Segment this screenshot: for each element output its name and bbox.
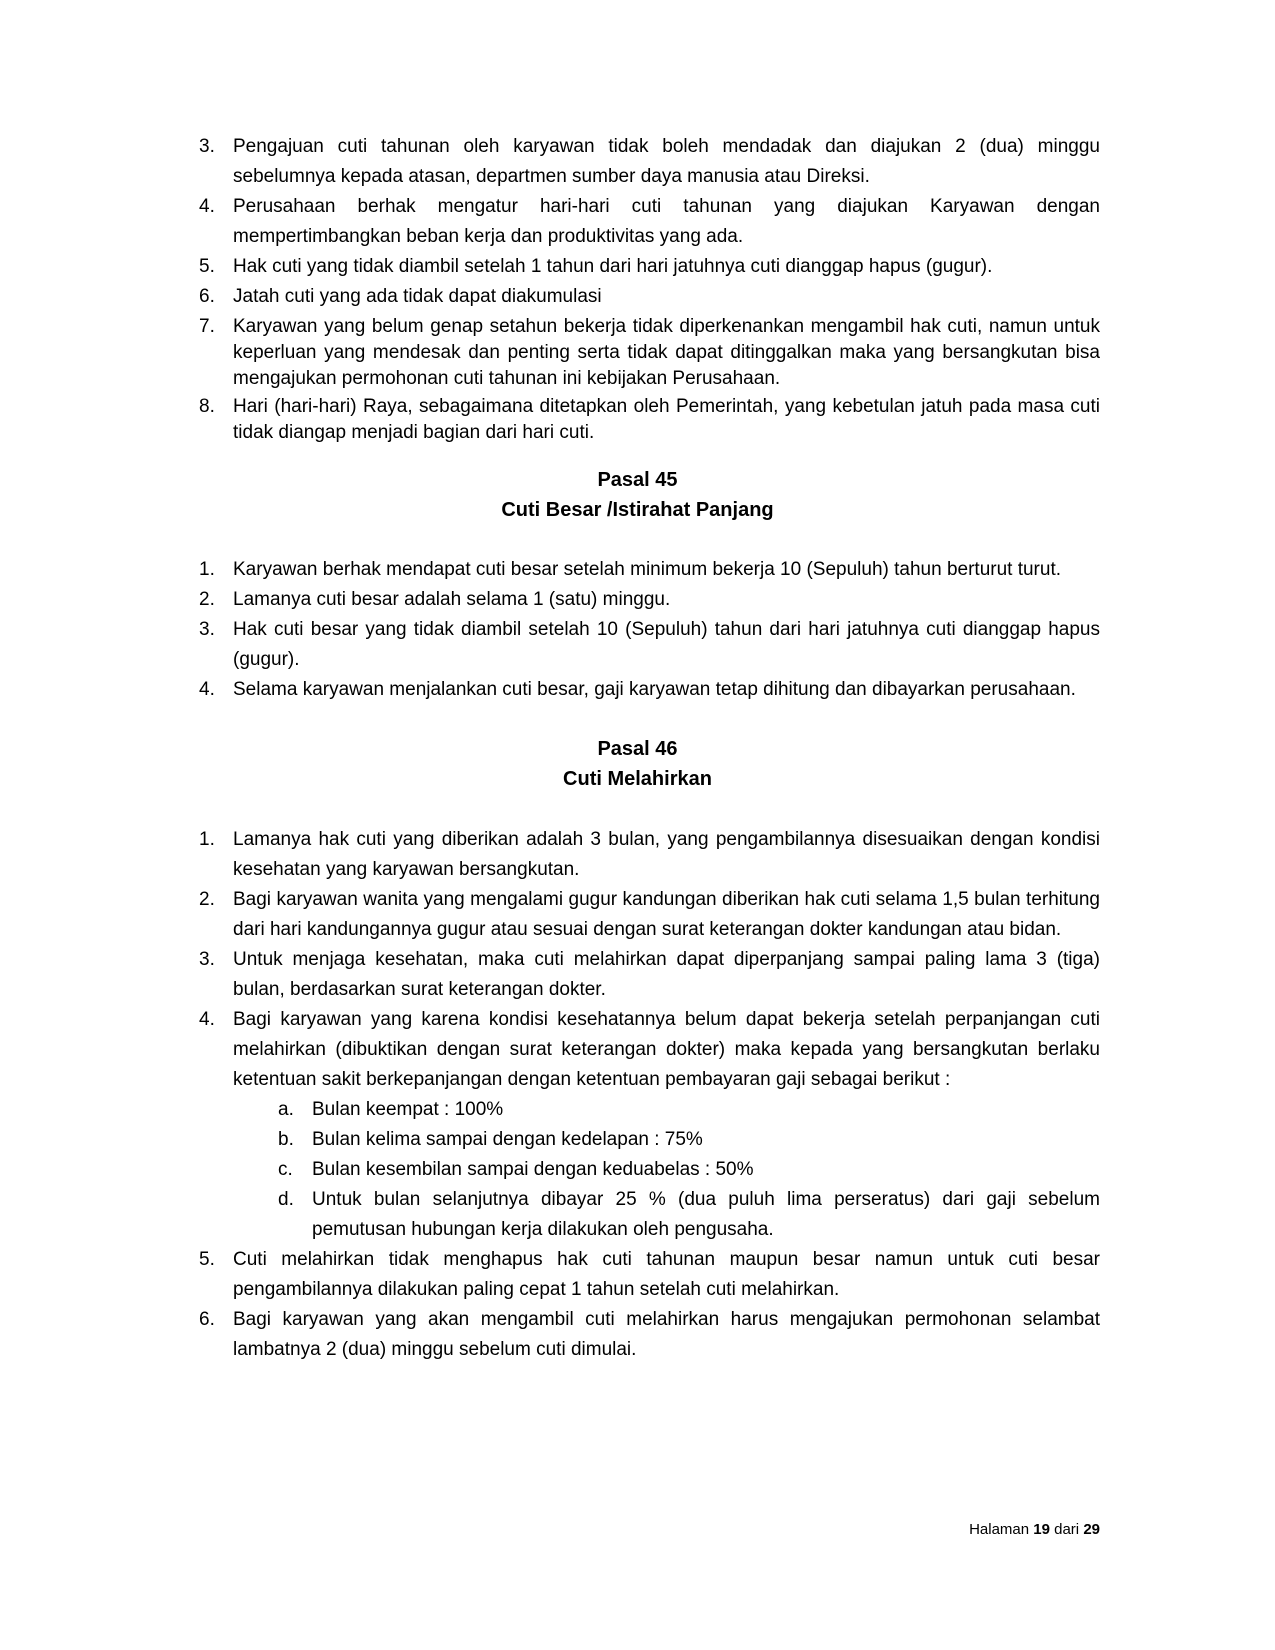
list-text: Karyawan berhak mendapat cuti besar setelah minimum bekerja 10 (Sepuluh) tahun berturut turut. bbox=[233, 559, 1062, 580]
list-item bbox=[0, 252, 1275, 282]
list-item bbox=[0, 885, 1275, 945]
list-item bbox=[0, 675, 1275, 705]
list-item bbox=[0, 282, 1275, 312]
list-item bbox=[0, 192, 1275, 252]
footer-current-page: 19 bbox=[1033, 1521, 1050, 1538]
list-text: Selama karyawan menjalankan cuti besar, gaji karyawan tetap dihitung dan dibayarkan perusahaan. bbox=[233, 679, 1076, 700]
list-text: Hak cuti besar yang tidak diambil setelah 10 (Sepuluh) tahun dari hari jatuhnya cuti dianggap hapus (gugur). bbox=[233, 619, 1100, 670]
list-item bbox=[0, 945, 1275, 1005]
sub-list-text: Untuk bulan selanjutnya dibayar 25 % (dua puluh lima perseratus) dari gaji sebelum pemutusan hubungan kerja dilakukan oleh pengusaha. bbox=[312, 1189, 1100, 1240]
pasal-45-title: Cuti Besar /Istirahat Panjang bbox=[501, 499, 774, 521]
sub-list-text: Bulan kesembilan sampai dengan keduabelas : 50% bbox=[312, 1159, 754, 1180]
list-item bbox=[0, 314, 1275, 392]
list-item bbox=[0, 585, 1275, 615]
list-item bbox=[0, 825, 1275, 885]
sub-list-item bbox=[0, 1185, 1275, 1245]
top-list bbox=[0, 132, 1275, 446]
sub-list-item bbox=[0, 1125, 1275, 1155]
list-item bbox=[0, 1245, 1275, 1305]
list-text: Jatah cuti yang ada tidak dapat diakumulasi bbox=[233, 286, 602, 307]
footer-total-pages: 29 bbox=[1083, 1521, 1100, 1538]
list-item bbox=[0, 132, 1275, 192]
sub-list-text: Bulan kelima sampai dengan kedelapan : 75% bbox=[312, 1129, 703, 1150]
sub-list-letter: a. bbox=[278, 1099, 294, 1120]
list-number: 3. bbox=[199, 136, 215, 157]
sub-list-letter: c. bbox=[278, 1159, 293, 1180]
sub-list-item bbox=[0, 1155, 1275, 1185]
list-text: Bagi karyawan yang akan mengambil cuti melahirkan harus mengajukan permohonan selambat lambatnya 2 (dua) minggu sebelum cuti dimulai. bbox=[233, 1309, 1100, 1360]
list-item bbox=[0, 555, 1275, 585]
list-text: Pengajuan cuti tahunan oleh karyawan tidak boleh mendadak dan diajukan 2 (dua) minggu sebelumnya kepada atasan, departmen sumber daya manusia atau Direksi. bbox=[233, 136, 1100, 187]
list-number: 8. bbox=[199, 396, 215, 417]
list-text: Lamanya hak cuti yang diberikan adalah 3 bulan, yang pengambilannya disesuaikan dengan kondisi kesehatan yang karyawan bersangkutan. bbox=[233, 829, 1100, 880]
list-text: Bagi karyawan wanita yang mengalami gugur kandungan diberikan hak cuti selama 1,5 bulan terhitung dari hari kandungannya gugur atau sesuai dengan surat keterangan dokter kandungan atau bidan. bbox=[233, 889, 1100, 940]
footer-middle: dari bbox=[1054, 1521, 1080, 1538]
pasal-45-number: Pasal 45 bbox=[597, 469, 678, 491]
list-text: Perusahaan berhak mengatur hari-hari cuti tahunan yang diajukan Karyawan dengan mempertimbangkan beban kerja dan produktivitas yang ada. bbox=[233, 196, 1100, 247]
list-text: Karyawan yang belum genap setahun bekerja tidak diperkenankan mengambil hak cuti, namun untuk keperluan yang mendesak dan penting serta tidak dapat ditinggalkan maka yang bersangkutan bisa mengajukan permohonan cuti tahunan ini kebijakan Perusahaan. bbox=[233, 316, 1100, 389]
list-number: 4. bbox=[199, 679, 215, 700]
list-number: 4. bbox=[199, 1009, 215, 1030]
sub-list-text: Bulan keempat : 100% bbox=[312, 1099, 504, 1120]
list-number: 1. bbox=[199, 829, 215, 850]
list-text: Hak cuti yang tidak diambil setelah 1 tahun dari hari jatuhnya cuti dianggap hapus (gugur). bbox=[233, 256, 993, 277]
sub-list-letter: d. bbox=[278, 1189, 294, 1210]
pasal-46-list bbox=[0, 825, 1275, 1365]
list-text: Bagi karyawan yang karena kondisi kesehatannya belum dapat bekerja setelah perpanjangan cuti melahirkan (dibuktikan dengan surat keterangan dokter) maka kepada yang bersangkutan berlaku ketentuan sakit berkepanjangan dengan ketentuan pembayaran gaji sebagai berikut : bbox=[233, 1009, 1100, 1090]
sub-list-item bbox=[0, 1095, 1275, 1125]
footer-prefix: Halaman bbox=[969, 1521, 1030, 1538]
list-text: Hari (hari-hari) Raya, sebagaimana ditetapkan oleh Pemerintah, yang kebetulan jatuh pada masa cuti tidak diangap menjadi bagian dari hari cuti. bbox=[233, 396, 1100, 443]
list-number: 2. bbox=[199, 889, 215, 910]
list-item bbox=[0, 394, 1275, 446]
list-number: 4. bbox=[199, 196, 215, 217]
list-item bbox=[0, 1005, 1275, 1095]
list-number: 5. bbox=[199, 1249, 215, 1270]
list-number: 3. bbox=[199, 619, 215, 640]
pasal-46-number: Pasal 46 bbox=[597, 738, 678, 760]
list-number: 6. bbox=[199, 1309, 215, 1330]
list-item bbox=[0, 1305, 1275, 1365]
list-number: 7. bbox=[199, 316, 215, 337]
list-number: 5. bbox=[199, 256, 215, 277]
list-number: 2. bbox=[199, 589, 215, 610]
list-number: 3. bbox=[199, 949, 215, 970]
list-text: Untuk menjaga kesehatan, maka cuti melahirkan dapat diperpanjang sampai paling lama 3 (tiga) bulan, berdasarkan surat keterangan dokter. bbox=[233, 949, 1100, 1000]
page-footer bbox=[0, 1520, 1100, 1540]
list-number: 1. bbox=[199, 559, 215, 580]
list-text: Lamanya cuti besar adalah selama 1 (satu) minggu. bbox=[233, 589, 671, 610]
sub-list-letter: b. bbox=[278, 1129, 294, 1150]
list-text: Cuti melahirkan tidak menghapus hak cuti tahunan maupun besar namun untuk cuti besar pengambilannya dilakukan paling cepat 1 tahun setelah cuti melahirkan. bbox=[233, 1249, 1100, 1300]
list-number: 6. bbox=[199, 286, 215, 307]
pasal-45-list bbox=[0, 555, 1275, 705]
pasal-46-title: Cuti Melahirkan bbox=[563, 768, 712, 790]
list-item bbox=[0, 615, 1275, 675]
